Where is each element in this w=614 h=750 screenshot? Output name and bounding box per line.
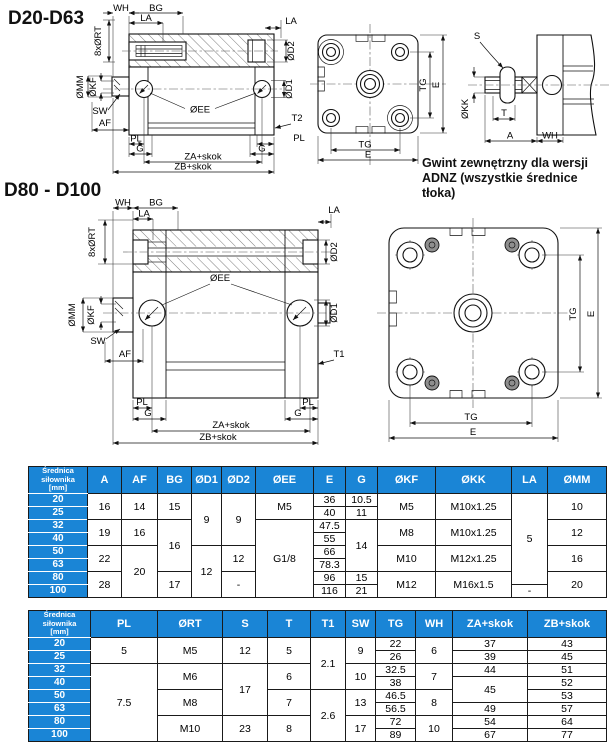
column-header: ZA+skok xyxy=(453,611,528,638)
column-header: ØKK xyxy=(436,467,512,494)
diameter-cell: 20 xyxy=(29,638,91,651)
value-cell: 20 xyxy=(122,546,158,598)
adnz-caption-line2: ADNZ (wszystkie średnice tłoka) xyxy=(422,171,578,200)
value-cell: 49 xyxy=(453,703,528,716)
value-cell: 19 xyxy=(88,520,122,546)
value-cell: 16 xyxy=(158,520,192,572)
value-cell: 64 xyxy=(528,716,607,729)
dim-label-t1: T1 xyxy=(333,349,345,360)
value-cell: 47.5 xyxy=(314,520,346,533)
value-cell: M10x1.25 xyxy=(436,520,512,546)
value-cell: 14 xyxy=(346,520,378,572)
value-cell: 8 xyxy=(268,716,311,742)
value-cell: 67 xyxy=(453,729,528,742)
diameter-cell: 80 xyxy=(29,716,91,729)
diameter-cell: 50 xyxy=(29,690,91,703)
value-cell: 12 xyxy=(222,546,256,572)
value-cell: 37 xyxy=(453,638,528,651)
dim-label-za: ZA+skok xyxy=(184,151,222,163)
value-cell: 5 xyxy=(512,494,548,585)
value-cell: 20 xyxy=(548,572,607,598)
diameter-cell: 100 xyxy=(29,729,91,742)
value-cell: 16 xyxy=(88,494,122,520)
dim-label-la-right: LA xyxy=(285,16,297,27)
value-cell: 9 xyxy=(222,494,256,546)
value-cell: 15 xyxy=(158,494,192,520)
dim-label-omm2: ØMM xyxy=(67,303,78,327)
dim-label-sw2: SW xyxy=(90,336,106,347)
d20-d63-front-view-drawing xyxy=(308,10,458,172)
value-cell: 21 xyxy=(346,585,378,598)
dim-label-okf2: ØKF xyxy=(86,305,97,325)
column-header: SW xyxy=(346,611,376,638)
column-header: AF xyxy=(122,467,158,494)
value-cell: M10x1.25 xyxy=(436,494,512,520)
dim-label-g-left2: G xyxy=(144,408,152,419)
dim-label-bg: BG xyxy=(149,3,163,14)
diameter-cell: 40 xyxy=(29,677,91,690)
dim-label-tg-h2: TG xyxy=(464,412,478,423)
value-cell: 2.1 xyxy=(311,638,346,690)
dim-label-za2: ZA+skok xyxy=(212,420,250,431)
dim-label-g-left: G xyxy=(136,143,144,155)
value-cell: 56.5 xyxy=(376,703,416,716)
table-row xyxy=(29,638,607,651)
dim-label-8xort: 8xØRT xyxy=(93,26,104,56)
value-cell: 9 xyxy=(192,494,222,546)
value-cell: 12 xyxy=(548,520,607,546)
value-cell: 89 xyxy=(376,729,416,742)
value-cell: 12 xyxy=(223,638,268,664)
value-cell: 5 xyxy=(268,638,311,664)
value-cell: 53 xyxy=(528,690,607,703)
column-header: E xyxy=(314,467,346,494)
dim-label-8xort2: 8xØRT xyxy=(87,227,98,257)
value-cell: 7 xyxy=(268,690,311,716)
diameter-cell: 32 xyxy=(29,520,88,533)
diameter-cell: 25 xyxy=(29,507,88,520)
dim-label-okf: ØKF xyxy=(88,77,99,97)
column-header: ØEE xyxy=(256,467,314,494)
value-cell: 66 xyxy=(314,546,346,559)
dim-label-e-v2: E xyxy=(586,310,597,318)
value-cell: 32.5 xyxy=(376,664,416,677)
dim-label-omm: ØMM xyxy=(75,75,86,99)
dim-label-wh: WH xyxy=(113,3,129,14)
dim-label-pl-right: PL xyxy=(293,133,305,144)
section-title-d80-d100: D80 - D100 xyxy=(4,180,102,201)
value-cell: 10 xyxy=(346,664,376,690)
dim-label-bg2: BG xyxy=(149,197,163,209)
column-header: A xyxy=(88,467,122,494)
diameter-cell: 100 xyxy=(29,585,88,598)
value-cell: 45 xyxy=(453,677,528,703)
dim-label-od2b: ØD2 xyxy=(329,242,340,262)
column-header: S xyxy=(223,611,268,638)
dim-label-tg-v2: TG xyxy=(568,307,579,321)
column-header: PL xyxy=(91,611,158,638)
diameter-cell: 80 xyxy=(29,572,88,585)
adnz-caption xyxy=(422,156,614,201)
dim-label-la: LA xyxy=(140,13,152,24)
value-cell: 45 xyxy=(528,651,607,664)
table-row xyxy=(29,494,607,507)
dim-label-okk: ØKK xyxy=(460,98,471,120)
value-cell: - xyxy=(512,585,548,598)
value-cell: 7.5 xyxy=(91,664,158,742)
value-cell: M5 xyxy=(256,494,314,520)
dim-label-wh3: WH xyxy=(115,197,131,209)
column-header: G xyxy=(346,467,378,494)
value-cell: 22 xyxy=(376,638,416,651)
section-title-d20-d63: D20-D63 xyxy=(8,8,85,29)
dim-label-ee: ØEE xyxy=(189,104,211,116)
column-header: ØD2 xyxy=(222,467,256,494)
value-cell: 2.6 xyxy=(311,690,346,742)
value-cell: 6 xyxy=(268,664,311,690)
value-cell: 26 xyxy=(376,651,416,664)
column-header: ØRT xyxy=(158,611,223,638)
dim-label-t2: T2 xyxy=(291,113,303,124)
column-header: TG xyxy=(376,611,416,638)
d80-d100-side-section-drawing xyxy=(68,198,348,460)
value-cell: 8 xyxy=(416,690,453,716)
dim-label-zb: ZB+skok xyxy=(174,161,212,173)
value-cell: 96 xyxy=(314,572,346,585)
value-cell: M10 xyxy=(378,546,436,572)
value-cell: 17 xyxy=(158,572,192,598)
dim-label-s: S xyxy=(473,31,481,42)
value-cell: 40 xyxy=(314,507,346,520)
value-cell: 78.3 xyxy=(314,559,346,572)
column-header: ZB+skok xyxy=(528,611,607,638)
dim-label-od2: ØD2 xyxy=(286,41,297,61)
dim-label-e-h: E xyxy=(364,149,372,161)
value-cell: M5 xyxy=(378,494,436,520)
column-header: T1 xyxy=(311,611,346,638)
dim-label-wh2: WH xyxy=(542,130,558,142)
value-cell: 52 xyxy=(528,677,607,690)
value-cell: 10 xyxy=(416,716,453,742)
d20-d63-side-section-drawing xyxy=(75,3,318,178)
diameter-cell: 20 xyxy=(29,494,88,507)
value-cell: M12 xyxy=(378,572,436,598)
value-cell: 15 xyxy=(346,572,378,585)
value-cell: 55 xyxy=(314,533,346,546)
value-cell: 16 xyxy=(548,546,607,572)
diameter-cell: 63 xyxy=(29,559,88,572)
dimensions-table-2 xyxy=(28,610,607,742)
value-cell: 36 xyxy=(314,494,346,507)
value-cell: 57 xyxy=(528,703,607,716)
dim-label-pl-left: PL xyxy=(130,133,142,145)
value-cell: 10 xyxy=(548,494,607,520)
dim-label-la2: LA xyxy=(138,208,150,220)
value-cell: 44 xyxy=(453,664,528,677)
dim-label-la-right2: LA xyxy=(328,205,340,216)
value-cell: M5 xyxy=(158,638,223,664)
dim-label-zb2: ZB+skok xyxy=(199,432,237,443)
value-cell: M8 xyxy=(158,690,223,716)
dim-label-pl-left2: PL xyxy=(136,397,148,408)
column-header: T xyxy=(268,611,311,638)
diameter-cell: 32 xyxy=(29,664,91,677)
value-cell: 9 xyxy=(346,638,376,664)
column-header: ØKF xyxy=(378,467,436,494)
dim-label-ee2: ØEE xyxy=(209,273,231,284)
value-cell: 43 xyxy=(528,638,607,651)
adnz-caption-line1: Gwint zewnętrzny dla wersji xyxy=(422,156,589,170)
dim-label-g-right: G xyxy=(258,143,266,155)
diameter-cell: 50 xyxy=(29,546,88,559)
value-cell: 116 xyxy=(314,585,346,598)
dim-label-g-right2: G xyxy=(294,408,302,419)
value-cell: 16 xyxy=(122,520,158,546)
value-cell: 11 xyxy=(346,507,378,520)
column-header: WH xyxy=(416,611,453,638)
value-cell: 5 xyxy=(91,638,158,664)
dim-label-a: A xyxy=(506,130,514,142)
diameter-column-header: Średnica siłownika [mm] xyxy=(29,467,88,494)
value-cell: 46.5 xyxy=(376,690,416,703)
value-cell: 23 xyxy=(223,716,268,742)
value-cell: 12 xyxy=(192,546,222,598)
value-cell: 10.5 xyxy=(346,494,378,507)
value-cell: M12x1.25 xyxy=(436,546,512,572)
value-cell: 77 xyxy=(528,729,607,742)
value-cell: - xyxy=(222,572,256,598)
dim-label-sw: SW xyxy=(92,106,108,117)
dim-label-od1b: ØD1 xyxy=(329,303,340,323)
value-cell: 39 xyxy=(453,651,528,664)
dim-label-tg-h: TG xyxy=(358,139,372,151)
value-cell: G1/8 xyxy=(256,520,314,598)
diameter-column-header: Średnica siłownika [mm] xyxy=(29,611,91,638)
value-cell: 7 xyxy=(416,664,453,690)
diameter-cell: 25 xyxy=(29,651,91,664)
value-cell: 38 xyxy=(376,677,416,690)
value-cell: 51 xyxy=(528,664,607,677)
value-cell: 14 xyxy=(122,494,158,520)
column-header: BG xyxy=(158,467,192,494)
value-cell: 6 xyxy=(416,638,453,664)
value-cell: 22 xyxy=(88,546,122,572)
column-header: ØMM xyxy=(548,467,607,494)
table-header-row xyxy=(29,467,607,494)
column-header: LA xyxy=(512,467,548,494)
dim-label-od1: ØD1 xyxy=(284,79,295,99)
table-header-row xyxy=(29,611,607,638)
diameter-cell: 40 xyxy=(29,533,88,546)
dim-label-e-v: E xyxy=(431,81,442,89)
d80-d100-front-view-drawing xyxy=(352,216,614,450)
dimensions-table-1 xyxy=(28,466,607,598)
adnz-thread-detail-drawing xyxy=(460,16,614,148)
value-cell: M16x1.5 xyxy=(436,572,512,598)
value-cell: 54 xyxy=(453,716,528,729)
value-cell: 13 xyxy=(346,690,376,716)
dim-label-af2: AF xyxy=(118,349,132,360)
value-cell: M8 xyxy=(378,520,436,546)
value-cell: M6 xyxy=(158,664,223,690)
dim-label-pl-right2: PL xyxy=(302,397,314,408)
value-cell: 17 xyxy=(223,664,268,716)
dim-label-e-h2: E xyxy=(469,427,477,438)
dim-label-t: T xyxy=(501,108,507,119)
diameter-cell: 63 xyxy=(29,703,91,716)
value-cell: 72 xyxy=(376,716,416,729)
dim-label-tg-v: TG xyxy=(418,78,429,92)
value-cell: M10 xyxy=(158,716,223,742)
value-cell: 17 xyxy=(346,716,376,742)
dim-label-af: AF xyxy=(98,118,112,129)
column-header: ØD1 xyxy=(192,467,222,494)
value-cell: 28 xyxy=(88,572,122,598)
